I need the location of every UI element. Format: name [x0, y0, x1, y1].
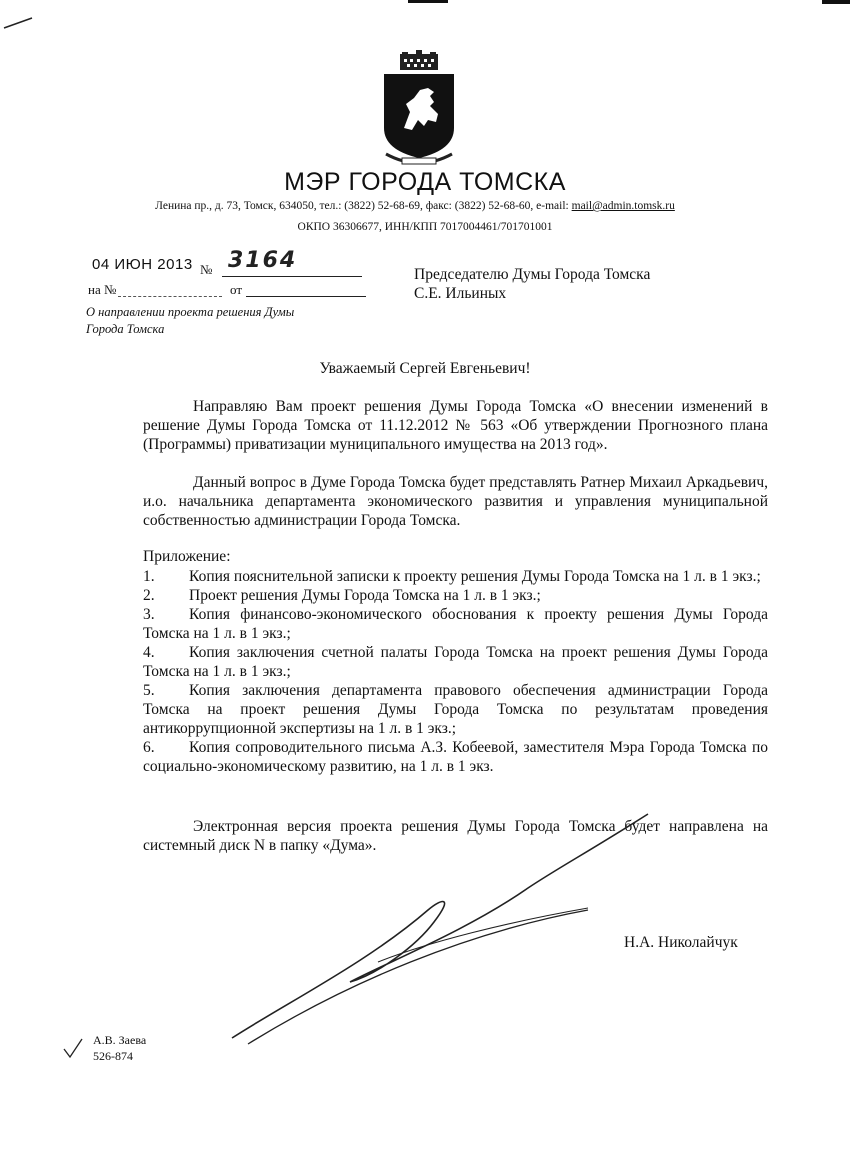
list-item-text: Копия сопроводительного письма А.З. Кобеевой, заместителя Мэра Города Томска по социально-экономическому развитию, на 1 л. в 1 экз.	[143, 739, 768, 775]
list-item-number: 3.	[143, 606, 155, 623]
list-item-text: Копия пояснительной записки к проекту решения Думы Города Томска на 1 л. в 1 экз.;	[189, 568, 761, 585]
list-item	[143, 567, 768, 586]
checkmark-icon	[62, 1037, 84, 1059]
list-item-number: 1.	[143, 568, 155, 585]
attachments-title: Приложение:	[143, 548, 231, 565]
paragraph-2: Данный вопрос в Думе Города Томска будет представлять Ратнер Михаил Аркадьевич, и.о. начальника департамента экономического развития и управления муниципальной собственностью администрации Города Томска.	[143, 474, 768, 529]
reference-date-line	[246, 296, 366, 297]
addressee-position: Председателю Думы Города Томска	[414, 266, 651, 283]
handwritten-signature	[228, 812, 688, 1052]
executor-phone: 526-874	[93, 1049, 133, 1063]
letterhead-codes: ОКПО 36306677, ИНН/КПП 7017004461/701701001	[297, 221, 553, 233]
list-item-text: Копия заключения счетной палаты Города Томска на проект решения Думы Города Томска на 1 л. в 1 экз.;	[143, 644, 768, 680]
executor-block	[93, 1032, 146, 1064]
scan-mark	[408, 0, 448, 5]
addressee-name: С.Е. Ильиных	[414, 285, 507, 302]
paragraph-3: Электронная версия проекта решения Думы Города Томска будет направлена на системный диск N в папку «Дума».	[143, 818, 768, 854]
tomsk-coat-of-arms-icon	[376, 50, 462, 170]
attachments-list	[143, 567, 768, 776]
addressee	[414, 265, 650, 303]
list-item-text: Копия заключения департамента правового обеспечения администрации Города Томска на проект решения Думы Города Томска по результатам проведения антикоррупционной экспертизы на 1 л. в 1 экз.;	[143, 682, 768, 737]
letterhead-address	[0, 200, 830, 212]
list-item-number: 2.	[143, 587, 155, 604]
signer-name: Н.А. Николайчук	[624, 934, 738, 951]
scan-mark	[2, 14, 36, 34]
registration-number: 3164	[228, 248, 298, 273]
reference-label: на №	[88, 282, 117, 297]
list-item	[143, 681, 768, 738]
list-item	[143, 605, 768, 643]
address-text: Ленина пр., д. 73, Томск, 634050, тел.: (3822) 52-68-69, факс: (3822) 52-68-60, e-mail:	[155, 200, 572, 212]
list-item	[143, 643, 768, 681]
letterhead-title: МЭР ГОРОДА ТОМСКА	[284, 168, 566, 196]
reference-number-line	[118, 296, 222, 297]
list-item-number: 6.	[143, 739, 155, 756]
reference-from-label: от	[230, 282, 243, 297]
paragraph-1: Направляю Вам проект решения Думы Города Томска «О внесении изменений в решение Думы Города Томска от 11.12.2012 № 563 «Об утверждении Прогнозного плана (Программы) приватизации муниципального имущества на 2013 год».	[143, 398, 768, 453]
list-item-number: 5.	[143, 682, 155, 699]
date-stamp: 04 ИЮН 2013	[92, 256, 193, 273]
number-label: №	[200, 262, 213, 277]
number-underline	[222, 276, 362, 277]
salutation: Уважаемый Сергей Евгеньевич!	[319, 360, 531, 377]
list-item	[143, 738, 768, 776]
scan-mark	[796, 0, 850, 12]
list-item-number: 4.	[143, 644, 155, 661]
executor-name: А.В. Заева	[93, 1033, 147, 1047]
list-item-text: Копия финансово-экономического обоснования к проекту решения Думы Города Томска на 1 л. в 1 экз.;	[143, 606, 768, 642]
email-link[interactable]: mail@admin.tomsk.ru	[571, 200, 675, 212]
list-item	[143, 586, 768, 605]
letter-subject: О направлении проекта решения Думы Города Томска	[86, 305, 295, 336]
list-item-text: Проект решения Думы Города Томска на 1 л. в 1 экз.;	[189, 587, 541, 604]
